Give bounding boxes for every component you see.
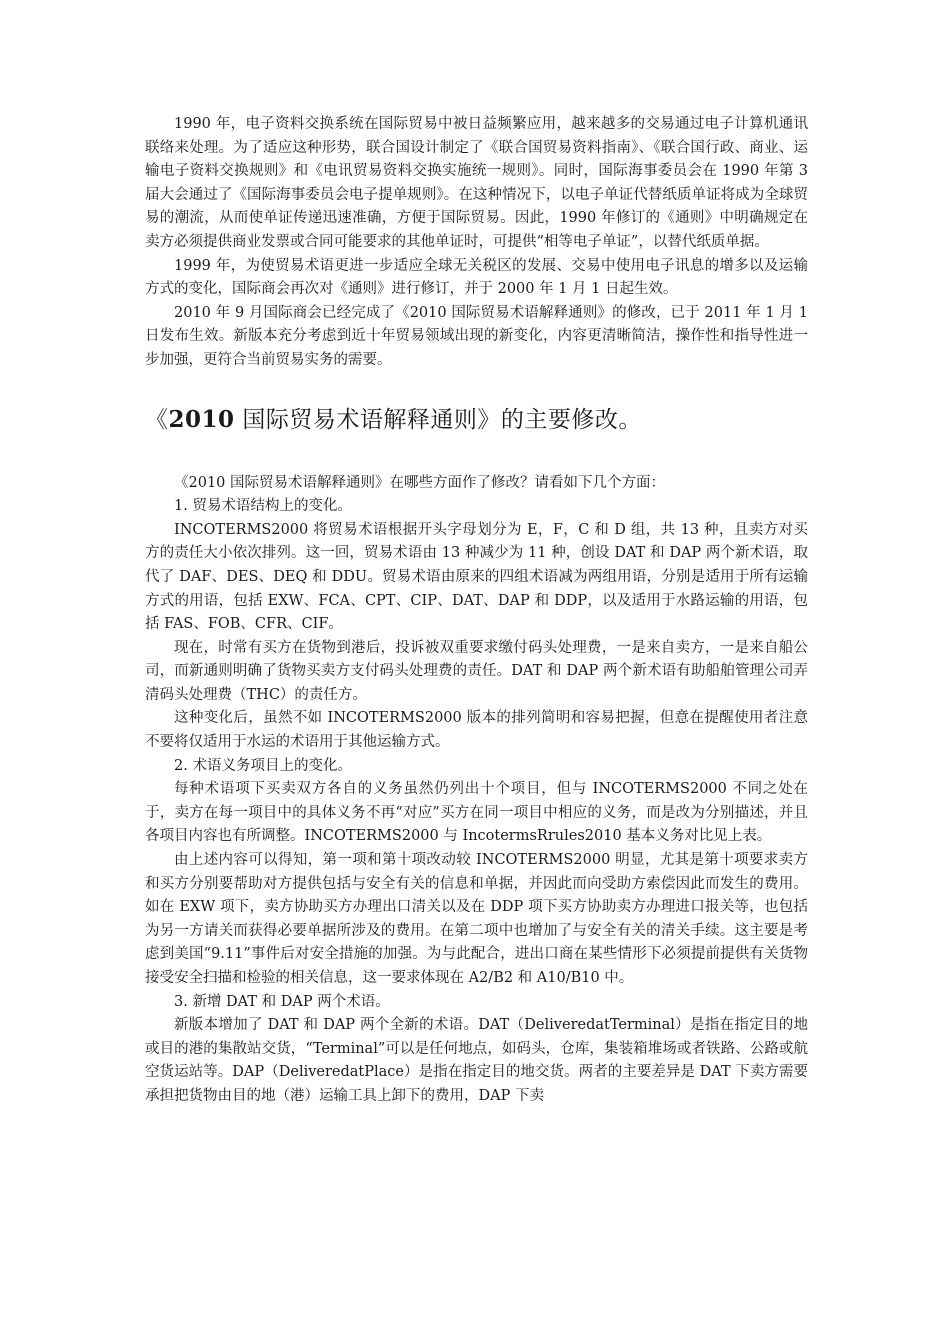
question-paragraph: 《2010 国际贸易术语解释通则》在哪些方面作了修改？请看如下几个方面： [174,474,666,491]
structure-change-paragraph: INCOTERMS2000 将贸易术语根据开头字母划分为 E，F，C 和 D 组，共 13 种，且卖方对买方的责任大小依次排列。这一回，贸易术语由 13 种减少为 11 种，创设 DAT 和 DAP 两个新术语，取代了 DAF、DES、DEQ 和 DDU。贸易术语由原来的四组术语减为两组用语，分别是适用于所有运输方式的用语，包括 EXW、FCA、CPT、CIP、DAT、DAP 和 DDP，以及适用于水路运输的用语，包括 FAS、FOB、CFR、CIF。 [145,521,808,633]
reminder-paragraph: 这种变化后，虽然不如 INCOTERMS2000 版本的排列简明和容易把握，但意在提醒使用者注意不要将仅适用于水运的术语用于其他运输方式。 [145,710,808,751]
list-item-1-title: 1. 贸易术语结构上的变化。 [174,498,352,515]
intro-paragraph-1990: 1990 年，电子资料交换系统在国际贸易中被日益频繁应用，越来越多的交易通过电子计算机通讯联络来处理。为了适应这种形势，联合国设计制定了《联合国贸易资料指南》、《联合国行政、商业、运输电子资料交换规则》和《电讯贸易资料交换实施统一规则》。同时，国际海事委员会在 1990 年第 3 届大会通过了《国际海事委员会电子提单规则》。在这种情况下，以电子单证代替纸质单证将成为全球贸易的潮流，从而使单证传递迅速准确，方便于国际贸易。因此，1990 年修订的《通则》中明确规定在卖方必须提供商业发票或合同可能要求的其他单证时，可提供“相等电子单证”，以替代纸质单据。 [145,116,808,250]
heading-year: 2010 [168,405,235,433]
dat-dap-paragraph: 新版本增加了 DAT 和 DAP 两个全新的术语。DAT（DeliveredatTerminal）是指在指定目的地或目的港的集散站交货，“Terminal”可以是任何地点，如码头，仓库，集装箱堆场或者铁路、公路或航空货运站等。DAP（DeliveredatPlace）是指在指定目的地交货。两者的主要差异是 DAT 下卖方需要承担把货物由目的地（港）运输工具上卸下的费用，DAP 下卖 [145,1017,808,1104]
list-item-3-title: 3. 新增 DAT 和 DAP 两个术语。 [174,993,390,1010]
section-heading [145,402,808,438]
document-page [145,113,808,1109]
security-paragraph: 由上述内容可以得知，第一项和第十项改动较 INCOTERMS2000 明显，尤其是第十项要求卖方和买方分别要帮助对方提供包括与安全有关的信息和单据，并因此而向受助方索偿因此而发生的费用。如在 EXW 项下，卖方协助买方办理出口清关以及在 DDP 项下买方协助卖方办理进口报关等，也包括为另一方请关而获得必要单据所涉及的费用。在第二项中也增加了与安全有关的清关手续。这主要是考虑到美国“9.11”事件后对安全措施的加强。为与此配合，进出口商在某些情形下必须提前提供有关货物接受安全扫描和检验的相关信息，这一要求体现在 A2/B2 和 A10/B10 中。 [145,852,808,986]
heading-prefix: 《 [145,406,169,433]
thc-paragraph: 现在，时常有买方在货物到港后，投诉被双重要求缴付码头处理费，一是来自卖方，一是来自船公司，而新通则明确了货物买卖方支付码头处理费的责任。DAT 和 DAP 两个新术语有助船舶管理公司弄清码头处理费（THC）的责任方。 [145,639,808,703]
intro-paragraph-1999: 1999 年，为使贸易术语更进一步适应全球无关税区的发展、交易中使用电子讯息的增多以及运输方式的变化，国际商会再次对《通则》进行修订，并于 2000 年 1 月 1 日起生效。 [145,257,808,298]
obligation-paragraph: 每种术语项下买卖双方各自的义务虽然仍列出十个项目，但与 INCOTERMS2000 不同之处在于，卖方在每一项目中的具体义务不再“对应”买方在同一项目中相应的义务，而是改为分别描述，并且各项目内容也有所调整。INCOTERMS2000 与 IncotermsRrules2010 基本义务对比见上表。 [145,781,808,845]
heading-spacer [145,438,808,472]
list-item-2-title: 2. 术语义务项目上的变化。 [174,757,352,774]
heading-rest: 国际贸易术语解释通则》的主要修改。 [234,406,642,433]
intro-paragraph-2010: 2010 年 9 月国际商会已经完成了《2010 国际贸易术语解释通则》的修改，已于 2011 年 1 月 1 日发布生效。新版本充分考虑到近十年贸易领域出现的新变化，内容更清晰简洁，操作性和指导性进一步加强，更符合当前贸易实务的需要。 [145,304,808,368]
